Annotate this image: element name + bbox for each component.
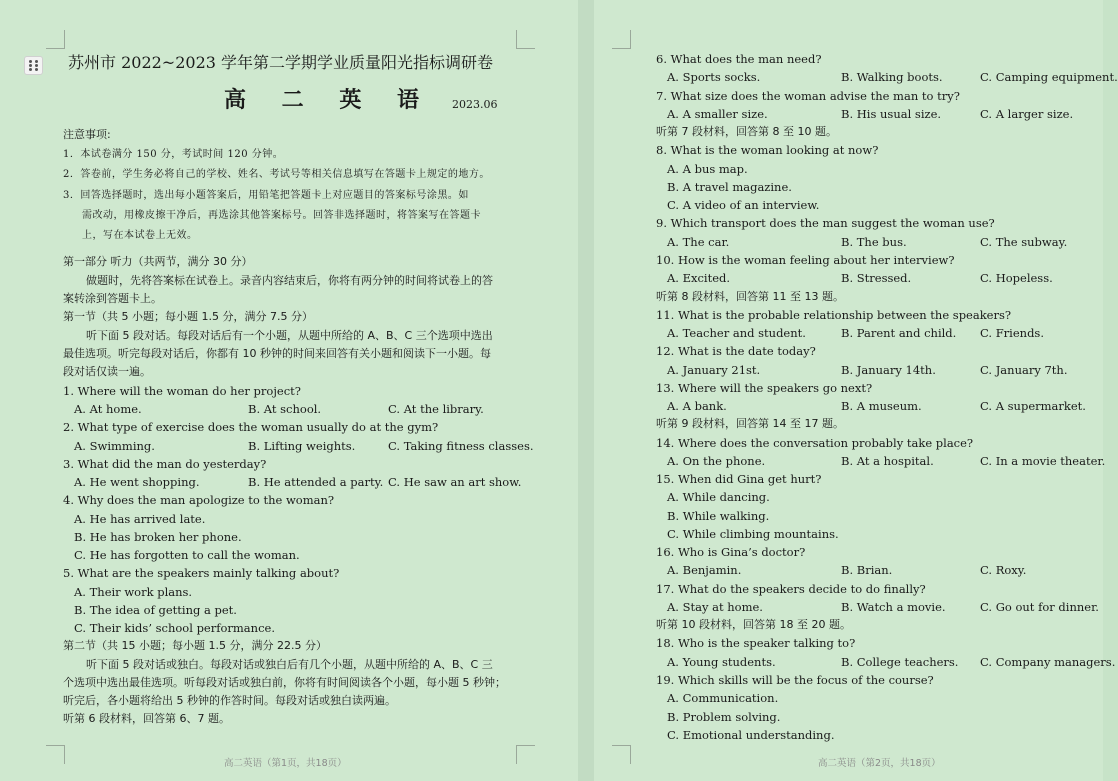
option-a: A. Swimming. [74,439,155,453]
question: 15. When did Gina get hurt? [656,472,822,486]
exam-header: 苏州市 2022~2023 学年第二学期学业质量阳光指标调研卷 [68,53,494,72]
option-b: B. Walking boots. [841,70,943,84]
option-b: B. Lifting weights. [248,439,356,453]
option-a: A. Their work plans. [74,585,193,599]
material-heading: 听第 7 段材料，回答第 8 至 10 题。 [656,125,837,138]
part-title: 第一部分 听力（共两节，满分 30 分） [63,255,253,268]
question: 6. What does the man need? [656,52,822,66]
option-c: C. Taking fitness classes. [388,439,534,453]
section-title: 第二节（共 15 小题；每小题 1.5 分，满分 22.5 分） [63,639,327,652]
option-c: C. In a movie theater. [980,454,1106,468]
option-c: C. Emotional understanding. [667,728,835,742]
option-a: A. A bus map. [667,162,748,176]
option-b: B. He has broken her phone. [74,530,242,544]
option-a: A. He has arrived late. [74,512,206,526]
paragraph-line: 做题时，先将答案标在试卷上。录音内容结束后，你将有两分钟的时间将试卷上的答 [86,274,493,287]
paragraph-line: 段对话仅读一遍。 [63,365,151,378]
paragraph-line: 最佳选项。听完每段对话后，你都有 10 秒钟的时间来回答有关小题和阅读下一小题。每 [63,347,491,360]
option-c: C. He saw an art show. [388,475,522,489]
crop-mark [612,30,631,49]
option-a: A. A smaller size. [667,107,768,121]
option-c: C. Friends. [980,326,1044,340]
option-b: B. The bus. [841,235,907,249]
option-a: A. While dancing. [667,490,770,504]
question: 19. Which skills will be the focus of the course? [656,673,934,687]
question: 14. Where does the conversation probably take place? [656,436,974,450]
option-b: B. Brian. [841,563,893,577]
option-a: A. Sports socks. [667,70,761,84]
option-c: C. January 7th. [980,363,1068,377]
option-b: B. At a hospital. [841,454,934,468]
note-line: 上，写在本试卷上无效。 [82,230,198,241]
question: 5. What are the speakers mainly talking about? [63,566,340,580]
question: 11. What is the probable relationship between the speakers? [656,308,1012,322]
question: 1. Where will the woman do her project? [63,384,301,398]
option-a: A. At home. [74,402,142,416]
option-b: B. Watch a movie. [841,600,946,614]
material-heading: 听第 10 段材料，回答第 18 至 20 题。 [656,618,851,631]
option-c: C. A video of an interview. [667,198,820,212]
paragraph-line: 案转涂到答题卡上。 [63,292,162,305]
question: 12. What is the date today? [656,344,816,358]
option-a: A. Excited. [667,271,731,285]
option-b: B. He attended a party. [248,475,384,489]
question: 10. How is the woman feeling about her interview? [656,253,955,267]
question: 3. What did the man do yesterday? [63,457,267,471]
note-line: 需改动，用橡皮擦干净后，再选涂其他答案标号。回答非选择题时，将答案写在答题卡 [82,210,481,221]
option-b: B. While walking. [667,509,770,523]
question: 2. What type of exercise does the woman usually do at the gym? [63,420,439,434]
question: 16. Who is Gina’s doctor? [656,545,806,559]
notes-heading: 注意事项: [63,128,111,141]
note-line: 2．答卷前，学生务必将自己的学校、姓名、考试号等相关信息填写在答题卡上规定的地方。 [63,169,490,180]
page-gutter [578,0,594,781]
drag-handle-icon[interactable] [24,56,43,75]
option-a: A. Stay at home. [667,600,763,614]
crop-mark [516,745,535,764]
question: 13. Where will the speakers go next? [656,381,873,395]
paragraph-line: 听完后，各小题将给出 5 秒钟的作答时间。每段对话或独白读两遍。 [63,694,396,707]
option-b: B. January 14th. [841,363,936,377]
option-a: A. The car. [667,235,730,249]
crop-mark [46,745,65,764]
note-line: 1．本试卷满分 150 分，考试时间 120 分钟。 [63,149,284,160]
option-a: A. Benjamin. [667,563,742,577]
option-c: C. A supermarket. [980,399,1086,413]
paragraph-line: 个选项中选出最佳选项。听每段对话或独白前，你将有时间阅读各个小题，每小题 5 秒钟； [63,676,506,689]
page-footer: 高二英语（第2页，共18页） [818,758,941,769]
option-c: C. Hopeless. [980,271,1053,285]
question: 7. What size does the woman advise the man to try? [656,89,960,103]
material-heading: 听第 6 段材料，回答第 6、7 题。 [63,712,230,725]
exam-date: 2023.06 [452,98,498,111]
material-heading: 听第 8 段材料，回答第 11 至 13 题。 [656,290,844,303]
option-a: A. A bank. [667,399,727,413]
option-c: C. Company managers. [980,655,1116,669]
option-b: B. His usual size. [841,107,942,121]
question: 18. Who is the speaker talking to? [656,636,856,650]
option-b: B. College teachers. [841,655,959,669]
option-b: B. At school. [248,402,322,416]
paragraph-line: 听下面 5 段对话。每段对话后有一个小题，从题中所给的 A、B、C 三个选项中选出 [86,329,493,342]
section-title: 第一节（共 5 小题；每小题 1.5 分，满分 7.5 分） [63,310,313,323]
question: 17. What do the speakers decide to do finally? [656,582,926,596]
option-b: B. The idea of getting a pet. [74,603,237,617]
option-c: C. The subway. [980,235,1068,249]
option-a: A. On the phone. [667,454,766,468]
material-heading: 听第 9 段材料，回答第 14 至 17 题。 [656,417,844,430]
question: 8. What is the woman looking at now? [656,143,879,157]
option-c: C. While climbing mountains. [667,527,839,541]
option-a: A. Young students. [667,655,776,669]
option-c: C. Their kids’ school performance. [74,621,275,635]
paragraph-line: 听下面 5 段对话或独白。每段对话或独白后有几个小题，从题中所给的 A、B、C 三 [86,658,493,671]
option-c: C. A larger size. [980,107,1074,121]
note-line: 3．回答选择题时，选出每小题答案后，用铅笔把答题卡上对应题目的答案标号涂黑。如 [63,190,469,201]
question: 4. Why does the man apologize to the woman? [63,493,335,507]
option-a: A. January 21st. [667,363,761,377]
document-page-2 [594,0,1118,781]
page-title: 高 二 英 语 [224,88,433,113]
option-c: C. He has forgotten to call the woman. [74,548,300,562]
crop-mark [612,745,631,764]
option-c: C. Roxy. [980,563,1027,577]
option-b: B. Stressed. [841,271,912,285]
option-b: B. A travel magazine. [667,180,792,194]
option-b: B. Problem solving. [667,710,781,724]
option-a: A. He went shopping. [74,475,200,489]
option-c: C. Camping equipment. [980,70,1118,84]
page-footer: 高二英语（第1页，共18页） [224,758,347,769]
option-c: C. Go out for dinner. [980,600,1099,614]
option-b: B. A museum. [841,399,922,413]
question: 9. Which transport does the man suggest the woman use? [656,216,995,230]
crop-mark [516,30,535,49]
crop-mark [46,30,65,49]
option-a: A. Teacher and student. [667,326,806,340]
option-b: B. Parent and child. [841,326,957,340]
option-c: C. At the library. [388,402,484,416]
option-a: A. Communication. [667,691,779,705]
